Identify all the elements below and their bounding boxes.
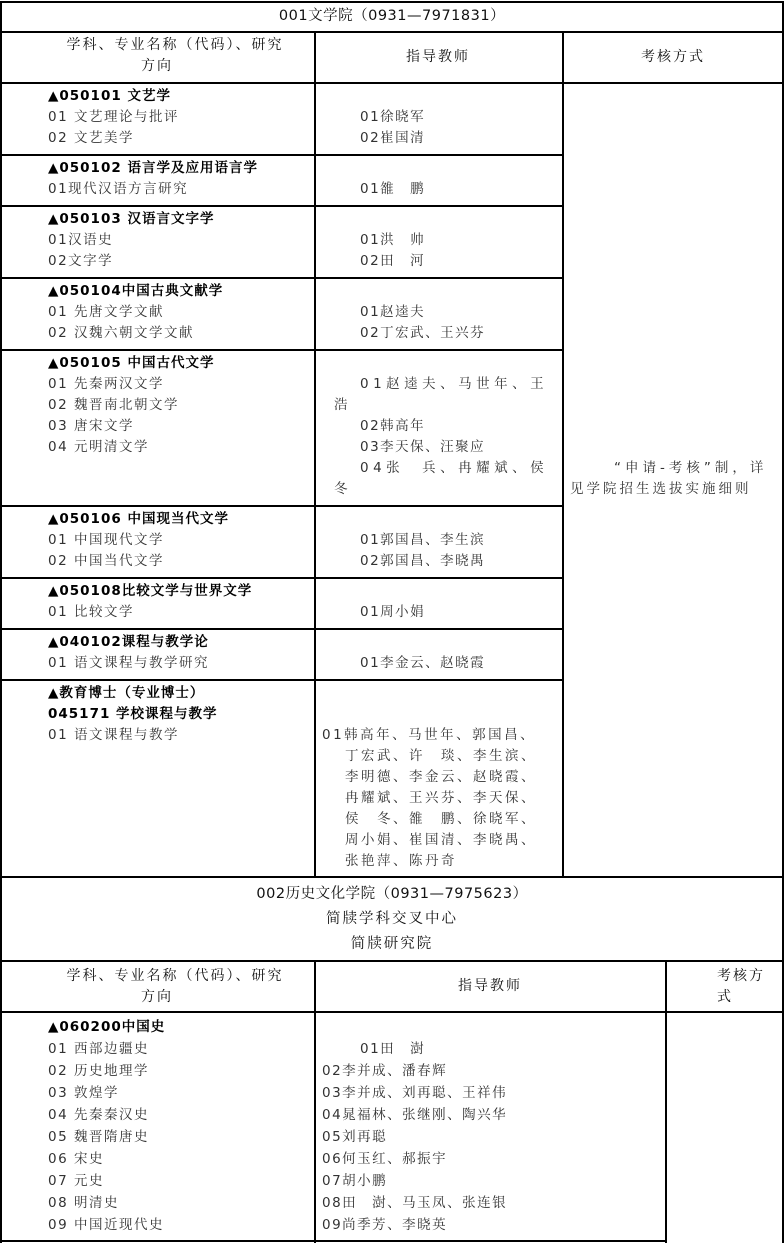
major-name: ▲050106 中国现当代文学 <box>48 511 229 527</box>
assessment-note-line2: 见学院招生选拔实施细则 <box>570 481 752 497</box>
advisor: 01李金云、赵晓霞 <box>360 655 486 671</box>
row-divider <box>0 277 563 279</box>
advisor: 03李天保、汪聚应 <box>360 439 486 455</box>
advisor: 01郭国昌、李生滨 <box>360 532 486 548</box>
border <box>0 876 2 1243</box>
direction: 02 文艺美学 <box>48 130 134 146</box>
advisor: 02田 河 <box>360 253 426 269</box>
direction: 01 先秦两汉文学 <box>48 376 164 392</box>
major-name: ▲050108比较文学与世界文学 <box>48 583 253 599</box>
advisor: 03李并成、刘再聪、王祥伟 <box>322 1085 508 1101</box>
advisor: 05刘再聪 <box>322 1129 388 1145</box>
college-002-subtitle: 简牍研究院 <box>350 936 434 952</box>
row-divider <box>0 679 563 681</box>
advisor: 02郭国昌、李晓禺 <box>360 553 486 569</box>
advisor: 冉耀斌、王兴芬、李天保、 <box>345 790 537 806</box>
advisor: 李明德、李金云、赵晓霞、 <box>345 769 537 785</box>
advisor: 06何玉红、郝振宇 <box>322 1151 448 1167</box>
direction: 04 元明清文学 <box>48 439 149 455</box>
advisor: 01田 澍 <box>360 1041 426 1057</box>
direction: 09 中国近现代史 <box>48 1217 164 1233</box>
major-name: ▲040102课程与教学论 <box>48 634 209 650</box>
advisor: 04晁福林、张继刚、陶兴华 <box>322 1107 508 1123</box>
direction: 02 历史地理学 <box>48 1063 149 1079</box>
major-name: ▲060200中国史 <box>48 1019 166 1035</box>
divider <box>0 82 784 84</box>
advisor: 09尚季芳、李晓英 <box>322 1217 448 1233</box>
college-002-subtitle: 简牍学科交叉中心 <box>326 911 458 927</box>
major-name: ▲050103 汉语言文字学 <box>48 211 215 227</box>
row-divider <box>0 349 563 351</box>
column-header-assessment-line2: 式 <box>717 989 733 1005</box>
direction: 03 敦煌学 <box>48 1085 119 1101</box>
advisor: 01韩高年、马世年、郭国昌、 <box>322 727 537 743</box>
column-header-assessment: 考核方式 <box>641 49 705 65</box>
advisor: 浩 <box>334 397 349 413</box>
college-001-title: 001文学院（0931—7971831） <box>278 8 506 24</box>
direction: 02 汉魏六朝文学文献 <box>48 325 194 341</box>
direction: 01 语文课程与教学研究 <box>48 655 209 671</box>
direction: 05 魏晋隋唐史 <box>48 1129 149 1145</box>
direction: 03 唐宋文学 <box>48 418 134 434</box>
advisor: 02李并成、潘春辉 <box>322 1063 448 1079</box>
college-002-title: 002历史文化学院（0931—7975623） <box>256 886 528 902</box>
row-divider <box>0 628 563 630</box>
row-divider <box>0 154 563 156</box>
column-header-advisor: 指导教师 <box>406 49 470 65</box>
advisor: 02崔国清 <box>360 130 426 146</box>
column-divider <box>665 960 667 1243</box>
direction: 01 先唐文学文献 <box>48 304 164 320</box>
border <box>0 1 784 3</box>
row-divider <box>0 205 563 207</box>
direction: 02 魏晋南北朝文学 <box>48 397 179 413</box>
advisor: 02韩高年 <box>360 418 426 434</box>
column-header-subject-line2: 方向 <box>141 58 173 74</box>
advisor: 01赵逵夫 <box>360 304 426 320</box>
advisor: 冬 <box>334 481 349 497</box>
row-divider <box>0 505 563 507</box>
advisor: 丁宏武、许 琰、李生滨、 <box>345 748 537 764</box>
major-name: ▲050102 语言学及应用语言学 <box>48 160 258 176</box>
row-divider <box>0 577 563 579</box>
advisor: 01周小娟 <box>360 604 426 620</box>
direction: 01 西部边疆史 <box>48 1041 149 1057</box>
assessment-note: “申请-考核”制，详 <box>614 460 768 476</box>
advisor: 侯 冬、雒 鹏、徐晓军、 <box>345 811 537 827</box>
direction: 01 比较文学 <box>48 604 134 620</box>
major-name: ▲050101 文艺学 <box>48 88 171 104</box>
direction: 01现代汉语方言研究 <box>48 181 189 197</box>
border <box>782 876 784 1243</box>
advisor: 周小娟、崔国清、李晓禺、 <box>345 832 537 848</box>
major-name: ▲050105 中国古代文学 <box>48 355 215 371</box>
advisor: 01雒 鹏 <box>360 181 426 197</box>
major-name: ▲050104中国古典文献学 <box>48 283 224 299</box>
column-header-advisor: 指导教师 <box>458 978 522 994</box>
direction: 01汉语史 <box>48 232 114 248</box>
direction: 04 先秦秦汉史 <box>48 1107 149 1123</box>
column-header-subject: 学科、专业名称（代码）、研究 <box>66 37 284 53</box>
direction: 08 明清史 <box>48 1195 119 1211</box>
advisor: 01赵逵夫、马世年、王 <box>360 376 549 392</box>
direction: 01 中国现代文学 <box>48 532 164 548</box>
advisor: 01徐晓军 <box>360 109 426 125</box>
advisor: 07胡小鹏 <box>322 1173 388 1189</box>
direction: 07 元史 <box>48 1173 104 1189</box>
column-header-assessment: 考核方 <box>717 968 765 984</box>
border <box>0 1 2 878</box>
column-header-subject: 学科、专业名称（代码）、研究 <box>66 968 284 984</box>
column-divider <box>314 960 316 1243</box>
divider <box>0 31 784 33</box>
direction: 06 宋史 <box>48 1151 104 1167</box>
border <box>782 1 784 878</box>
column-header-subject-line2: 方向 <box>141 989 173 1005</box>
direction: 01 文艺理论与批评 <box>48 109 179 125</box>
advisor: 01洪 帅 <box>360 232 426 248</box>
row-divider <box>0 1240 666 1242</box>
direction: 01 语文课程与教学 <box>48 727 179 743</box>
college-002-table <box>0 876 784 1243</box>
column-divider <box>562 31 564 878</box>
advisor: 张艳萍、陈丹奇 <box>345 853 457 869</box>
advisor: 02丁宏武、王兴芬 <box>360 325 486 341</box>
major-name-line2: 045171 学校课程与教学 <box>48 706 218 722</box>
advisor: 08田 澍、马玉凤、张连银 <box>322 1195 508 1211</box>
major-name: ▲教育博士（专业博士） <box>48 685 205 701</box>
direction: 02文字学 <box>48 253 114 269</box>
column-divider <box>314 31 316 878</box>
advisor: 04张 兵、冉耀斌、侯 <box>360 460 549 476</box>
direction: 02 中国当代文学 <box>48 553 164 569</box>
